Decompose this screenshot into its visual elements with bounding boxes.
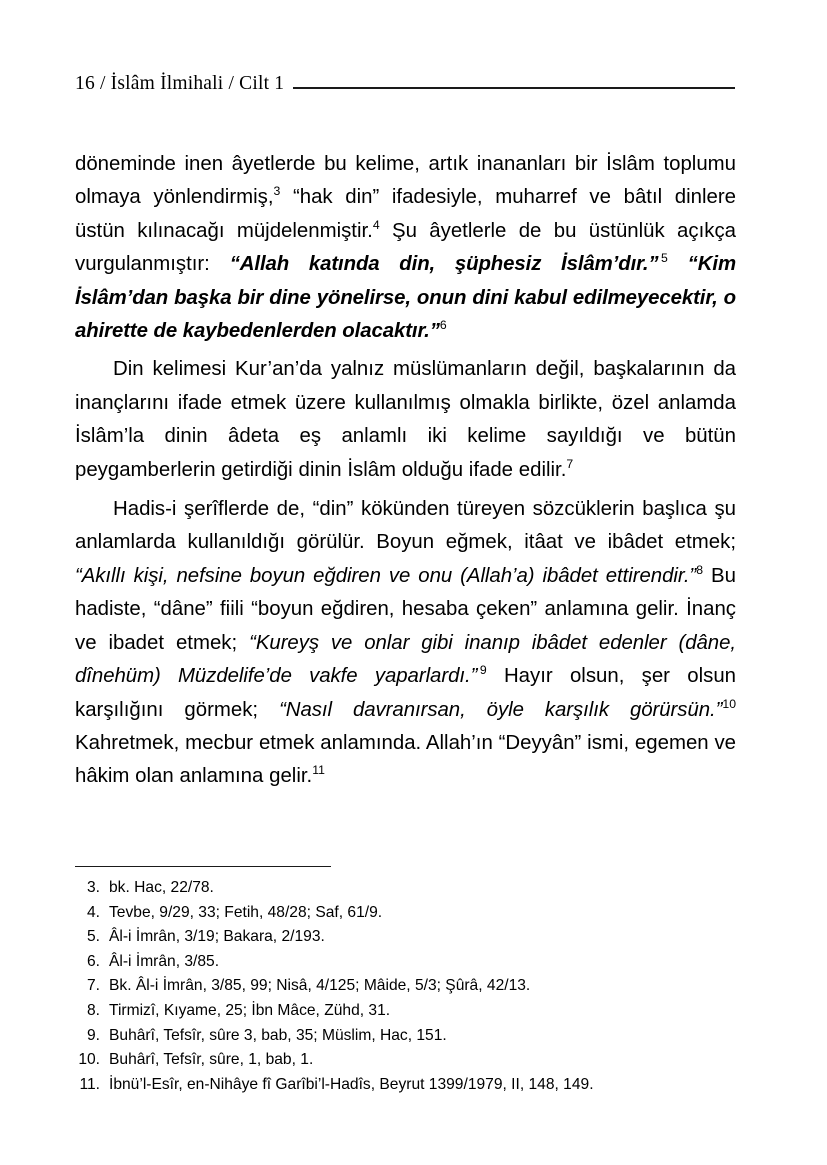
footnotes-section — [75, 866, 736, 1097]
footnote-text: Âl-i İmrân, 3/19; Bakara, 2/193. — [109, 928, 325, 946]
footnote-text: Tevbe, 9/29, 33; Fetih, 48/28; Saf, 61/9. — [109, 903, 383, 921]
footnote-number: 8. — [86, 1001, 100, 1019]
paragraph-3-segment-4: Kahretmek, mecbur etmek anlamında. Allah’ın “Deyyân” ismi, egemen ve hâkim olan anlamına gelir. — [75, 731, 736, 788]
footnote-marker-5: 5 — [661, 251, 668, 266]
footnote-number: 3. — [86, 879, 100, 896]
quran-quote-2: “Kim İslâm’dan başka bir dine yönelirse, onun dini kabul edilmeyecektir, o ahirette de kaybedenlerden olacaktır.” — [75, 253, 736, 343]
footnote-marker-4: 4 — [372, 218, 380, 233]
hadith-quote-2: “Kureyş ve onlar gibi inanıp ibâdet edenler (dâne, dînehüm) Müzdelife’de vakfe yaparlardı.” — [75, 631, 736, 688]
quran-quote-1: “Allah katında din, şüphesiz İslâm’dır.” — [229, 253, 659, 276]
paragraph-2-segment-1: Din kelimesi Kur’an’da yalnız müslümanların değil, başkalarının da inançlarını ifade etmek üzere kullanılmış olmakla birlikte, özel anlamda İslâm’la dinin âdeta eş anlamlı iki kelime sayıldığı ve bütün peygamberlerin getirdiği dinin İslâm olduğu ifade edilir. — [75, 358, 736, 481]
footnote-item — [75, 901, 736, 926]
footnote-number: 6. — [86, 952, 100, 970]
footnote-text: Buhârî, Tefsîr, sûre 3, bab, 35; Müslim, Hac, 151. — [109, 1026, 447, 1044]
footnote-marker-9: 9 — [479, 663, 487, 678]
footnote-item — [75, 950, 736, 975]
footnote-number: 11. — [79, 1075, 100, 1093]
paragraph-3-segment-1: Hadis-i şerîflerde de, “din” kökünden türeyen sözcüklerin başlıca şu anlamlarda kullanıldığı görülür. Boyun eğmek, itâat ve ibâdet etmek; — [75, 498, 736, 554]
paragraph-1-segment-3: Şu âyetlerle de bu üstünlük açıkça vurgulanmıştır: — [75, 219, 736, 276]
paragraph-3-segment-3: Hayır olsun, şer olsun karşılığını görmek; — [75, 665, 736, 721]
footnote-marker-6: 6 — [439, 318, 447, 333]
footnote-text: Bk. Âl-i İmrân, 3/85, 99; Nisâ, 4/125; Mâide, 5/3; Şûrâ, 42/13. — [109, 977, 531, 995]
hadith-quote-1: “Akıllı kişi, nefsine boyun eğdiren ve onu (Allah’a) ibâdet ettirendir.” — [75, 564, 697, 587]
footnote-text: İbnü’l-Esîr, en-Nihâye fî Garîbi’l-Hadîs, Beyrut 1399/1979, II, 148, 149. — [109, 1075, 594, 1093]
header-rule — [293, 87, 735, 89]
footnote-text: Buhârî, Tefsîr, sûre, 1, bab, 1. — [109, 1051, 314, 1069]
paragraph-2 — [75, 353, 736, 487]
footnote-list — [75, 876, 736, 1097]
footnote-text: Âl-i İmrân, 3/85. — [109, 952, 220, 970]
hadith-quote-3: “Nasıl davranırsan, öyle karşılık görürsün.” — [279, 698, 723, 721]
header-title: 16 / İslâm İlmihali / Cilt 1 — [75, 73, 285, 94]
footnote-number: 10. — [78, 1051, 100, 1069]
footnote-marker-3: 3 — [273, 184, 281, 199]
paragraph-1-segment-2: “hak din” ifadesiyle, muharref ve bâtıl dinlere üstün kılınacağı müjdelenmiştir. — [75, 186, 737, 242]
footnote-item — [75, 999, 736, 1024]
footnote-number: 4. — [86, 903, 100, 921]
footnote-item — [75, 876, 736, 901]
footnote-item — [75, 974, 736, 999]
footnote-item — [75, 1073, 736, 1098]
footnote-number: 9. — [86, 1026, 100, 1044]
footnote-marker-11: 11 — [312, 763, 325, 778]
paragraph-3-segment-2: Bu hadiste, “dâne” fiili “boyun eğdiren, hesaba çeken” anlamına gelir. İnanç ve ibadet etmek; — [75, 564, 736, 654]
body-text-column — [75, 148, 736, 794]
footnote-text: bk. Hac, 22/78. — [109, 879, 214, 896]
footnote-item — [75, 1048, 736, 1073]
footnote-item — [75, 1024, 736, 1049]
footnote-marker-10: 10 — [722, 696, 736, 711]
footnote-item — [75, 925, 736, 950]
footnote-number: 7. — [86, 977, 100, 995]
footnote-separator-rule — [75, 866, 331, 867]
footnote-marker-7: 7 — [566, 456, 574, 471]
paragraph-3 — [75, 493, 736, 794]
paragraph-1-segment-1: döneminde inen âyetlerde bu kelime, artık inananları bir İslâm toplumu olmaya yönlendirmiş, — [75, 153, 736, 209]
footnote-marker-8: 8 — [696, 563, 703, 578]
running-header — [75, 74, 735, 94]
paragraph-1 — [75, 148, 736, 348]
footnote-number: 5. — [86, 928, 100, 946]
footnote-text: Tirmizî, Kıyame, 25; İbn Mâce, Zühd, 31. — [109, 1001, 391, 1019]
